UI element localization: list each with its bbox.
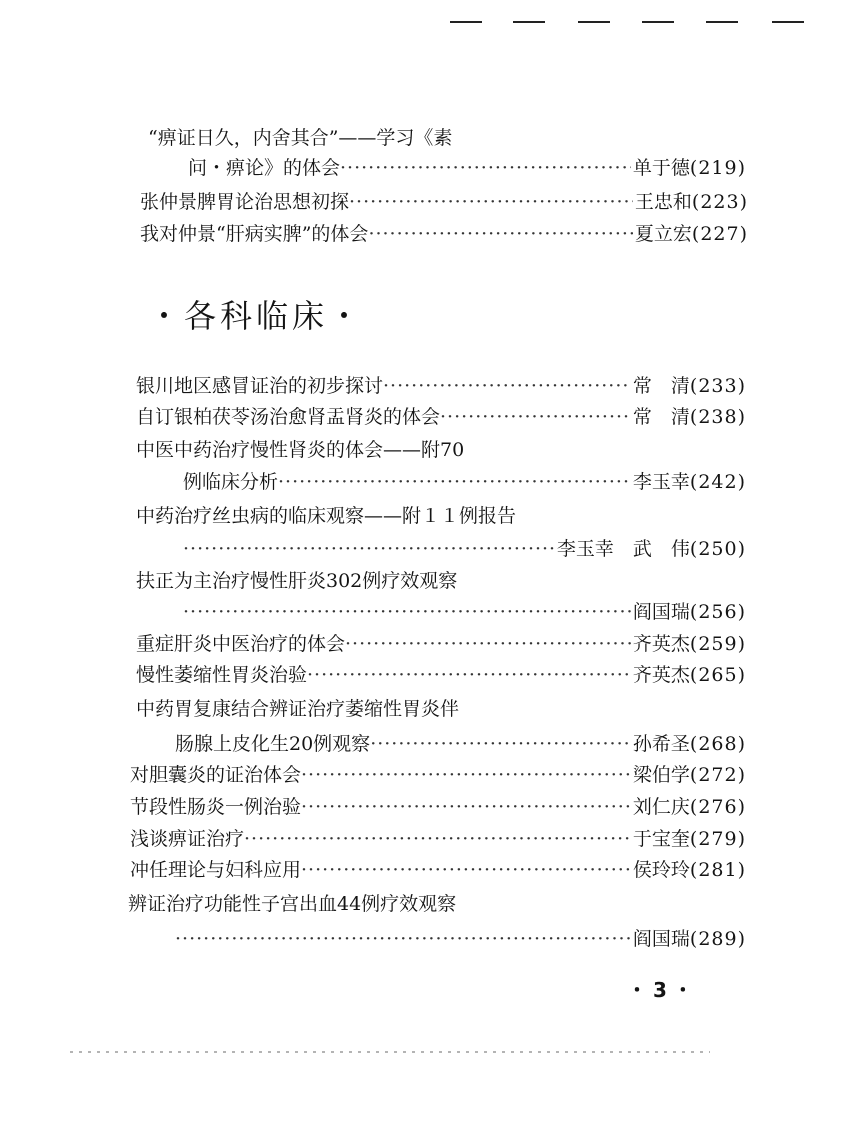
entry-title: 重症肝炎中医治疗的体会 bbox=[136, 633, 346, 655]
entry-title: 我对仲景“肝病实脾”的体会 bbox=[140, 223, 369, 245]
toc-entry bbox=[188, 155, 746, 181]
header-rule bbox=[772, 21, 804, 23]
entry-page: (276) bbox=[689, 796, 746, 818]
entry-author: 齐英杰 bbox=[632, 633, 690, 655]
leader-dots bbox=[175, 926, 631, 952]
toc-entry bbox=[175, 731, 746, 757]
entry-author: 刘仁庆 bbox=[632, 796, 690, 818]
entry-page: (281) bbox=[689, 859, 746, 881]
toc-entry-title bbox=[136, 696, 459, 722]
section-heading: ・各科临床・ bbox=[148, 297, 365, 335]
scan-artifact-line bbox=[70, 1051, 710, 1053]
entry-author: 李玉幸 bbox=[632, 471, 690, 493]
leader-dots bbox=[301, 762, 631, 788]
entry-title: 中医中药治疗慢性肾炎的体会——附70 bbox=[136, 439, 465, 461]
header-rule bbox=[706, 21, 738, 23]
entry-page: (259) bbox=[689, 633, 746, 655]
toc-entry bbox=[130, 762, 746, 788]
entry-title: 银川地区感冒证治的初步探讨 bbox=[136, 375, 384, 397]
leader-dots bbox=[368, 221, 632, 247]
entry-author: 于宝奎 bbox=[632, 828, 690, 850]
entry-title: 冲任理论与妇科应用 bbox=[130, 859, 302, 881]
entry-page: (289) bbox=[689, 928, 746, 950]
leader-dots bbox=[301, 857, 631, 883]
toc-entry bbox=[183, 536, 746, 562]
entry-title: “痹证日久，内舍其合”——学习《素 bbox=[148, 127, 453, 149]
entry-page: (265) bbox=[689, 664, 746, 686]
leader-dots bbox=[349, 189, 633, 215]
leader-dots bbox=[183, 599, 631, 625]
entry-page: (250) bbox=[689, 538, 746, 560]
entry-title: 慢性萎缩性胃炎治验 bbox=[136, 664, 308, 686]
header-rule bbox=[578, 21, 610, 23]
entry-title: 肠腺上皮化生20例观察 bbox=[175, 733, 371, 755]
toc-entry-title bbox=[136, 503, 516, 529]
entry-author: 夏立宏 bbox=[634, 223, 692, 245]
entry-author: 梁伯学 bbox=[632, 764, 690, 786]
entry-title: 中药治疗丝虫病的临床观察——附１１例报告 bbox=[136, 505, 517, 527]
entry-author: 孙希圣 bbox=[632, 733, 690, 755]
toc-entry-title bbox=[136, 437, 464, 463]
entry-page: (223) bbox=[691, 191, 748, 213]
header-rule bbox=[513, 21, 545, 23]
leader-dots bbox=[183, 536, 555, 562]
entry-page: (242) bbox=[689, 471, 746, 493]
entry-title: 自订银柏茯苓汤治愈肾盂肾炎的体会 bbox=[136, 406, 441, 428]
entry-author: 阎国瑞 bbox=[632, 928, 690, 950]
entry-title: 扶正为主治疗慢性肝炎302例疗效观察 bbox=[136, 570, 458, 592]
header-rule bbox=[642, 21, 674, 23]
toc-entry bbox=[175, 926, 746, 952]
leader-dots bbox=[278, 469, 631, 495]
toc-entry bbox=[183, 599, 746, 625]
entry-title: 节段性肠炎一例治验 bbox=[130, 796, 302, 818]
leader-dots bbox=[383, 373, 631, 399]
leader-dots bbox=[370, 731, 631, 757]
leader-dots bbox=[301, 794, 631, 820]
entry-author: 王忠和 bbox=[634, 191, 692, 213]
toc-entry-title bbox=[136, 568, 457, 594]
entry-author: 常 清 bbox=[632, 406, 690, 428]
page-number: ・3・ bbox=[627, 978, 699, 1002]
entry-page: (233) bbox=[689, 375, 746, 397]
leader-dots bbox=[244, 826, 631, 852]
toc-entry bbox=[183, 469, 746, 495]
entry-author: 常 清 bbox=[632, 375, 690, 397]
entry-page: (272) bbox=[689, 764, 746, 786]
entry-title: 对胆囊炎的证治体会 bbox=[130, 764, 302, 786]
entry-author: 侯玲玲 bbox=[632, 859, 690, 881]
leader-dots bbox=[307, 662, 631, 688]
toc-entry bbox=[140, 221, 748, 247]
entry-title: 辨证治疗功能性子宫出血44例疗效观察 bbox=[128, 893, 457, 915]
entry-author: 单于德 bbox=[632, 157, 690, 179]
entry-page: (219) bbox=[689, 157, 746, 179]
toc-entry bbox=[130, 857, 746, 883]
toc-entry bbox=[136, 373, 746, 399]
header-rule bbox=[450, 21, 482, 23]
toc-entry bbox=[136, 662, 746, 688]
toc-entry bbox=[136, 404, 746, 430]
entry-author: 李玉幸 武 伟 bbox=[556, 538, 690, 560]
entry-title: 例临床分析 bbox=[183, 471, 279, 493]
leader-dots bbox=[340, 155, 631, 181]
entry-title: 中药胃复康结合辨证治疗萎缩性胃炎伴 bbox=[136, 698, 460, 720]
entry-page: (256) bbox=[689, 601, 746, 623]
toc-entry bbox=[130, 794, 746, 820]
leader-dots bbox=[440, 404, 631, 430]
toc-entry bbox=[136, 631, 746, 657]
entry-title: 张仲景脾胃论治思想初探 bbox=[140, 191, 350, 213]
entry-page: (268) bbox=[689, 733, 746, 755]
entry-author: 阎国瑞 bbox=[632, 601, 690, 623]
entry-author: 齐英杰 bbox=[632, 664, 690, 686]
entry-page: (279) bbox=[689, 828, 746, 850]
toc-entry-title bbox=[128, 891, 456, 917]
entry-title: 浅谈痹证治疗 bbox=[130, 828, 245, 850]
entry-title: 问・痹论》的体会 bbox=[188, 157, 341, 179]
entry-page: (227) bbox=[691, 223, 748, 245]
entry-page: (238) bbox=[689, 406, 746, 428]
leader-dots bbox=[345, 631, 631, 657]
toc-entry bbox=[140, 189, 748, 215]
toc-entry bbox=[130, 826, 746, 852]
toc-entry-title bbox=[148, 125, 452, 151]
